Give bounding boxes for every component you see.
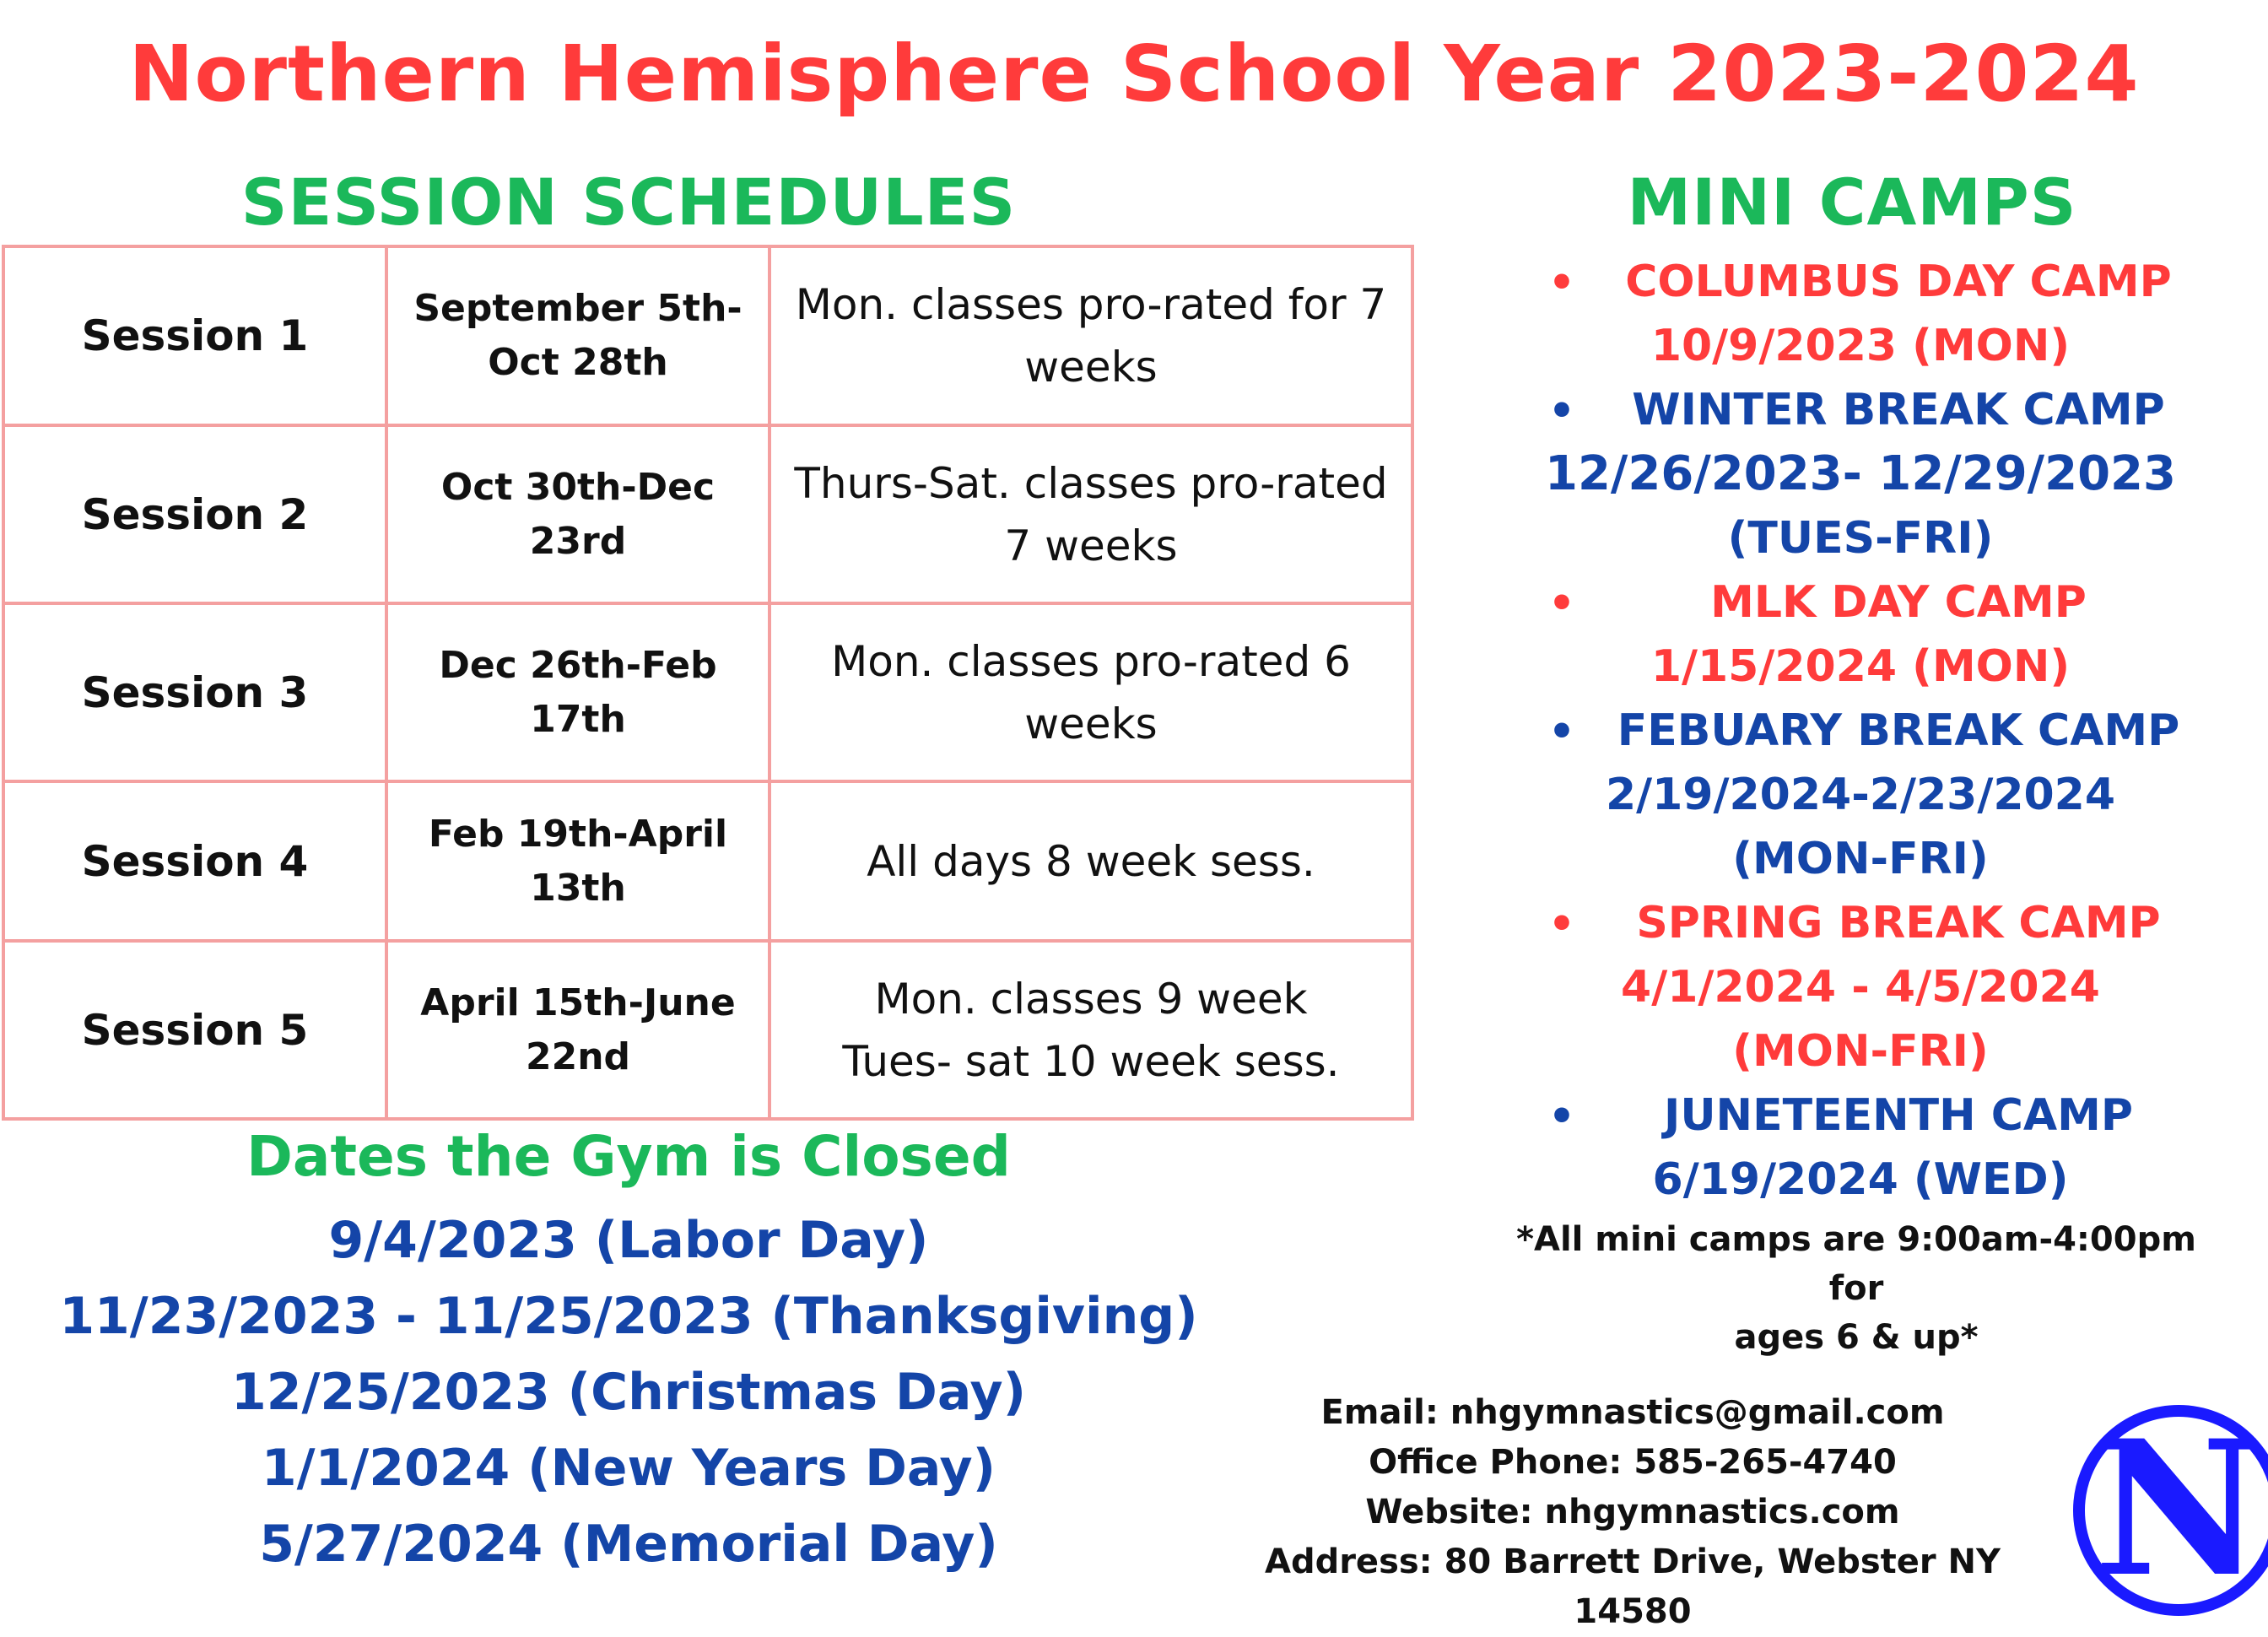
camp-name: WINTER BREAK CAMP [1632, 385, 2165, 435]
contact-email: Email: nhgymnastics@gmail.com [1320, 1393, 1945, 1432]
camp-name: COLUMBUS DAY CAMP [1625, 257, 2172, 307]
mini-camps-list [1498, 250, 2223, 1212]
table-row [3, 781, 1412, 941]
session-note-line: Tues- sat 10 week sess. [842, 1036, 1340, 1086]
list-item: 1/1/2024 (New Years Day) [261, 1439, 996, 1498]
session-dates: September 5th-Oct 28th [386, 246, 770, 425]
table-row [3, 246, 1412, 425]
session-name: Session 2 [3, 425, 386, 603]
camp-date: 1/15/2024 (MON) [1650, 641, 2071, 692]
session-note: Mon. classes pro-rated for 7 weeks [770, 246, 1412, 425]
camp-date: 4/1/2024 - 4/5/2024 [1621, 962, 2100, 1013]
session-note: Thurs-Sat. classes pro-rated 7 weeks [770, 425, 1412, 603]
list-item: 12/25/2023 (Christmas Day) [230, 1363, 1026, 1422]
camp-name: FEBUARY BREAK CAMP [1617, 705, 2180, 756]
bullet-icon: • [1548, 258, 1575, 307]
camp-days: (MON-FRI) [1732, 834, 1989, 884]
camp-item [1498, 1083, 2223, 1212]
session-dates: Oct 30th-Dec 23rd [386, 425, 770, 603]
session-note [770, 941, 1412, 1119]
camp-name: MLK DAY CAMP [1710, 577, 2087, 628]
camp-date: 12/26/2023- 12/29/2023 [1545, 446, 2176, 501]
camp-item [1498, 250, 2223, 378]
contact-address: Address: 80 Barrett Drive, Webster NY 14580 [1264, 1542, 2001, 1631]
session-dates: Feb 19th-April 13th [386, 781, 770, 941]
session-dates: Dec 26th-Feb 17th [386, 603, 770, 781]
closed-dates-heading: Dates the Gym is Closed [246, 1124, 1011, 1189]
camp-date: 6/19/2024 (WED) [1652, 1154, 2069, 1205]
mini-camps-note [1485, 1215, 2228, 1362]
table-row [3, 425, 1412, 603]
camp-date: 2/19/2024-2/23/2024 [1605, 770, 2116, 820]
page-title: Northern Hemisphere School Year 2023-2024 [128, 29, 2140, 119]
session-name: Session 3 [3, 603, 386, 781]
list-item: 5/27/2024 (Memorial Day) [259, 1515, 998, 1574]
session-schedule-table [2, 245, 1414, 1121]
logo-letter: N [2093, 1401, 2264, 1618]
bullet-icon: • [1548, 579, 1575, 628]
mini-camps-heading: MINI CAMPS [1627, 165, 2077, 240]
camp-date: 10/9/2023 (MON) [1650, 321, 2071, 371]
list-item: 9/4/2023 (Labor Day) [328, 1211, 929, 1270]
camp-days: (TUES-FRI) [1727, 513, 1994, 564]
session-note: Mon. classes pro-rated 6 weeks [770, 603, 1412, 781]
contact-info [1215, 1388, 2050, 1637]
camp-item [1498, 699, 2223, 891]
camp-item [1498, 378, 2223, 570]
note-line: *All mini camps are 9:00am-4:00pm for [1516, 1220, 2196, 1308]
list-item: 11/23/2023 - 11/25/2023 (Thanksgiving) [59, 1287, 1198, 1346]
nh-logo [2052, 1401, 2268, 1620]
table-row [3, 603, 1412, 781]
closed-dates-list [0, 1202, 1257, 1582]
camp-name: JUNETEENTH CAMP [1663, 1090, 2133, 1141]
session-note: All days 8 week sess. [770, 781, 1412, 941]
session-note-line: Mon. classes 9 week [874, 974, 1308, 1024]
camp-name: SPRING BREAK CAMP [1636, 898, 2161, 948]
camp-item [1498, 570, 2223, 699]
camp-item [1498, 891, 2223, 1083]
session-schedules-heading: SESSION SCHEDULES [240, 165, 1017, 240]
session-name: Session 4 [3, 781, 386, 941]
bullet-icon: • [1548, 707, 1575, 756]
contact-phone: Office Phone: 585-265-4740 [1369, 1443, 1897, 1482]
session-name: Session 5 [3, 941, 386, 1119]
note-line: ages 6 & up* [1734, 1318, 1979, 1357]
table-row [3, 941, 1412, 1119]
camp-days: (MON-FRI) [1732, 1026, 1989, 1077]
bullet-icon: • [1548, 900, 1575, 948]
bullet-icon: • [1548, 1092, 1575, 1141]
session-name: Session 1 [3, 246, 386, 425]
bullet-icon: • [1548, 386, 1575, 435]
contact-website: Website: nhgymnastics.com [1365, 1493, 1900, 1532]
session-dates: April 15th-June 22nd [386, 941, 770, 1119]
